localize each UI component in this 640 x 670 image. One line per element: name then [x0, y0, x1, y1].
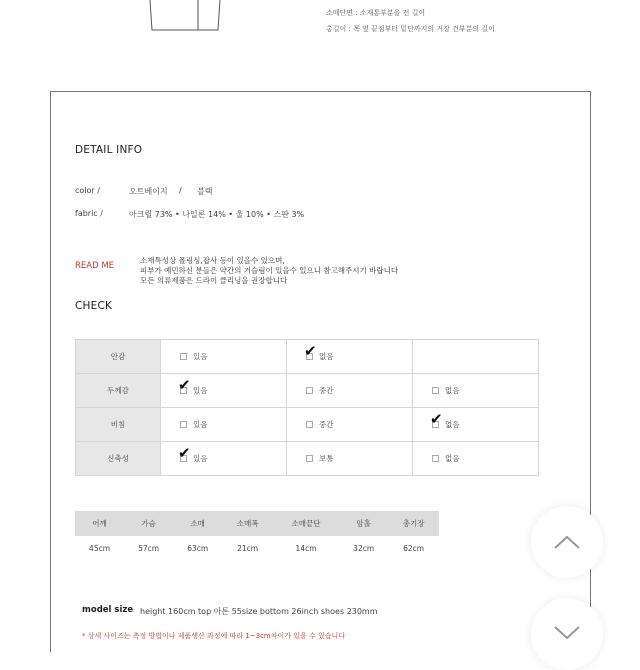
garment-sketch	[140, 0, 230, 34]
check-cell	[413, 442, 539, 476]
size-header-row	[75, 511, 439, 536]
check-option[interactable]	[162, 376, 208, 396]
check-row	[76, 442, 539, 476]
option-label: 있음	[193, 352, 208, 361]
check-cell	[161, 442, 287, 476]
check-row-head: 안감	[76, 340, 161, 374]
size-header: 어깨	[75, 511, 124, 536]
checkmark-icon: ✔	[178, 444, 191, 462]
top-note-2: 총길이 : 목 옆 끝점부터 밑단까지의 거장 건부분의 길이	[326, 25, 495, 33]
check-option[interactable]	[288, 342, 334, 362]
size-header: 소매끝단	[273, 511, 339, 536]
readme-text	[140, 256, 398, 286]
check-option[interactable]	[162, 351, 208, 362]
check-cell	[287, 442, 413, 476]
check-row-head: 두께감	[76, 374, 161, 408]
size-header: 암홀	[339, 511, 388, 536]
check-option[interactable]	[288, 385, 334, 396]
scroll-up-button[interactable]	[531, 506, 603, 578]
checkmark-icon: ✔	[430, 410, 443, 428]
model-size-value: height 160cm top 아톤 55size bottom 26inch shoes 230mm	[140, 607, 378, 616]
check-option[interactable]	[414, 453, 460, 464]
option-label: 보통	[319, 454, 334, 463]
size-header: 소매	[173, 511, 222, 536]
checkbox[interactable]	[306, 421, 313, 428]
size-value: 63cm	[187, 544, 209, 553]
option-label: 중간	[319, 386, 334, 395]
check-option[interactable]	[288, 453, 334, 464]
chevron-up-icon	[553, 534, 581, 550]
option-label: 없음	[445, 420, 460, 429]
readme-line: 모든 의류제품은 드라이 클리닝을 권장합니다	[140, 276, 288, 285]
option-label: 있음	[193, 420, 208, 429]
size-value-row	[75, 536, 439, 561]
checkbox[interactable]	[306, 455, 313, 462]
color-label: color /	[75, 186, 100, 195]
option-label: 중간	[319, 420, 334, 429]
readme-label: READ ME	[75, 261, 115, 271]
checkbox[interactable]	[432, 387, 439, 394]
size-table	[75, 511, 439, 561]
model-size-label: model size	[82, 605, 134, 615]
check-cell	[413, 374, 539, 408]
check-option[interactable]	[162, 419, 208, 430]
check-cell	[161, 374, 287, 408]
check-table	[75, 339, 539, 476]
check-row	[76, 408, 539, 442]
check-option[interactable]	[414, 385, 460, 396]
option-label: 있음	[193, 386, 208, 395]
readme-line: 피부가 예민하신 분들은 약간의 거슬림이 있을수 있으니 참고해주시기 바랍니다	[140, 266, 399, 275]
detail-info-title: DETAIL INFO	[75, 144, 143, 156]
checkmark-icon: ✔	[178, 376, 191, 394]
checkbox[interactable]	[432, 455, 439, 462]
fabric-label: fabric /	[75, 209, 103, 218]
top-note-1: 소매단면 : 소재통부분을 전 길이	[326, 9, 426, 17]
chevron-down-icon	[553, 624, 581, 640]
size-value: 45cm	[89, 544, 111, 553]
size-value: 14cm	[295, 544, 317, 553]
checkbox[interactable]	[306, 387, 313, 394]
check-cell	[413, 408, 539, 442]
size-value: 57cm	[138, 544, 160, 553]
option-label: 없음	[319, 352, 334, 361]
color-separator: /	[179, 186, 182, 195]
readme-line: 소재특성상 폴링싱,잡사 등이 있을수 있으며,	[140, 256, 285, 265]
size-value: 62cm	[403, 544, 425, 553]
option-label: 없음	[445, 454, 460, 463]
check-row	[76, 374, 539, 408]
size-footnote: * 상세 사이즈는 측정 방법이나 제품생산 과정에 따라 1~3cm차이가 있을 수 있습니다	[82, 632, 346, 640]
color-value-1: 오트베이지	[129, 187, 168, 196]
check-row-head: 신축성	[76, 442, 161, 476]
check-title: CHECK	[75, 300, 113, 312]
fabric-value: 아크릴 73% • 나일론 14% • 울 10% • 스판 3%	[129, 210, 305, 219]
check-option[interactable]	[288, 419, 334, 430]
size-value: 21cm	[237, 544, 259, 553]
size-header: 가슴	[124, 511, 173, 536]
check-cell	[287, 408, 413, 442]
check-cell	[413, 340, 539, 374]
checkbox[interactable]	[180, 353, 187, 360]
size-header: 소매폭	[222, 511, 273, 536]
check-cell	[161, 408, 287, 442]
check-row-head: 비침	[76, 408, 161, 442]
check-cell	[161, 340, 287, 374]
option-label: 있음	[193, 454, 208, 463]
check-option[interactable]	[414, 410, 460, 430]
checkmark-icon: ✔	[304, 342, 317, 360]
size-value: 32cm	[353, 544, 375, 553]
checkbox[interactable]	[180, 421, 187, 428]
check-cell	[287, 374, 413, 408]
option-label: 없음	[445, 386, 460, 395]
check-row	[76, 340, 539, 374]
size-header: 총기장	[388, 511, 439, 536]
color-value-2: 블랙	[197, 187, 213, 196]
scroll-down-button[interactable]	[531, 598, 603, 670]
check-option[interactable]	[162, 444, 208, 464]
check-cell	[287, 340, 413, 374]
